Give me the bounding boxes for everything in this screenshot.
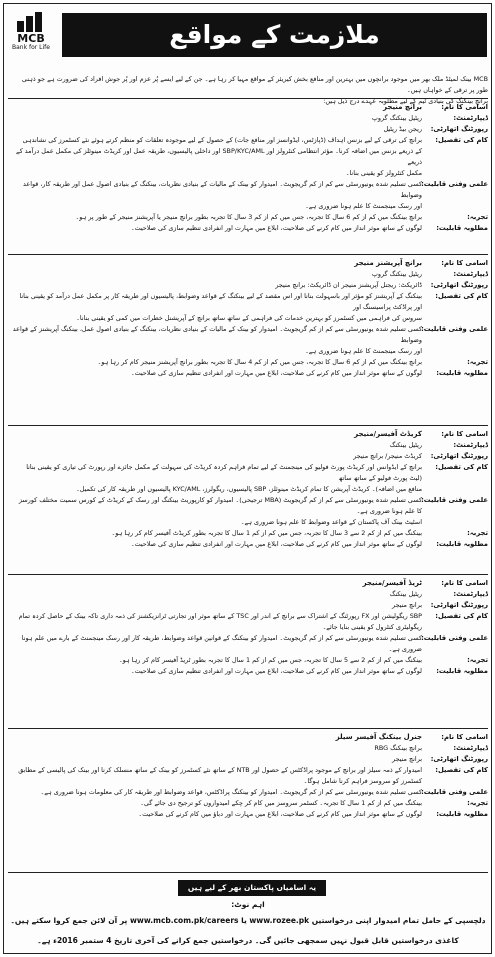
label-department: ڈیپارٹمنٹ: (453, 270, 488, 278)
page-title: ملازمت کے مواقع (62, 13, 487, 57)
job-qualification-line: کسی تسلیم شدہ یونیورسٹی سے کم از کم گریجویٹ۔ امیدوار کو بینکنگ پراڈکٹس، قواعد وضوابط اور طریقہ کار کی معلومات ہونا ضروری ہے۔ (40, 788, 422, 796)
job-qualification (12, 324, 428, 357)
job-position: جنرل بینکنگ آفیسر سیلز (335, 733, 422, 741)
label-position: اسامی کا نام: (441, 733, 488, 741)
job-details (12, 462, 428, 495)
divider (8, 872, 488, 873)
logo-text: MCB (17, 32, 45, 45)
job-competencies: لوگوں کے ساتھ موثر انداز میں کام کرنے کی صلاحیت، ابلاغ میں مہارت اور دباؤ میں کام کرنے کی صلاحیت۔ (138, 810, 422, 818)
apply-instructions: دلچسپی کے حامل تمام امیدوار اپنی درخواستیں www.rozee.pk یا www.mcb.com.pk/careers پر آن لائن جمع کروا سکتے ہیں۔ (10, 916, 486, 925)
job-experience: برانچ بینکنگ میں کم از کم 6 سال کا تجربہ، جس میں کم از کم 4 سال کا تجربہ بطور برانچ آپریشنز منیجر کام کر رہا ہو۔ (97, 358, 422, 366)
job-details (12, 135, 428, 179)
logo-tagline: Bank for Life (12, 44, 50, 51)
job-details-line: کے ذریعے بزنس میں اضافہ کرنا۔ مؤثر انتظامی کنٹرولز اور SBP/KYC/AML اور داخلی پالیسیوں، طریقہ عمل اور کریڈٹ مینوئلز کی مکمل عمل درآمد کے ذریعے (15, 147, 422, 166)
label-experience: تجربہ: (467, 358, 488, 366)
job-department: ریٹیل بینکنگ گروپ (371, 114, 422, 122)
label-qualification: علمی وفنی قابلیت: (421, 180, 488, 188)
job-qualification-line: اسٹیٹ بینک آف پاکستان کے قواعد وضوابط کا علم ہونا ضروری ہے۔ (240, 518, 422, 526)
job-position: ٹریڈ آفیسر/منیجر (362, 579, 422, 587)
advertisement-frame (3, 3, 492, 954)
job-qualification (12, 495, 428, 528)
job-competencies: لوگوں کے ساتھ موثر انداز میں کام کرنے کی صلاحیت، ابلاغ میں مہارت اور انفرادی تنظیم سازی کی صلاحیت۔ (130, 369, 422, 377)
job-details-line: بینکنگ کے آپریشنز کو مؤثر اور باسہولت بنانا اور اس مقصد کے لیے بینکنگ کے قواعد وضوابط، پالیسیوں اور طریقہ کار پر مکمل عمل درآمد کو یقینی بنانا اور پراڈکٹ پراسیسنگ اور (19, 292, 422, 311)
label-reporting: رپورٹنگ اتھارٹی: (430, 125, 488, 133)
label-qualification: علمی وفنی قابلیت: (421, 634, 488, 642)
label-reporting: رپورٹنگ اتھارٹی: (430, 281, 488, 289)
label-department: ڈیپارٹمنٹ: (453, 744, 488, 752)
label-competencies: مطلوبہ قابلیت: (436, 369, 488, 377)
divider (8, 728, 488, 729)
job-qualification (12, 179, 428, 212)
job-department: ریٹیل بینکنگ (389, 590, 422, 598)
job-section-credit-officer (12, 429, 488, 550)
label-department: ڈیپارٹمنٹ: (453, 441, 488, 449)
deadline-notice: کاغذی درخواستیں قابل قبول نہیں سمجھی جائیں گی۔ درخواستیں جمع کرانے کی آخری تاریخ 4 ستمبر 2016ء ہے۔ (37, 936, 459, 945)
job-reporting: ریجن بیڈ ریٹیل (383, 125, 422, 133)
job-details (12, 765, 428, 787)
job-qualification-line: اور رسک مینجمنٹ کا علم ہونا ضروری ہے۔ (305, 347, 422, 355)
job-details-line: ریگولیٹری کنٹرول کو یقینی بنایا جائے۔ (322, 623, 422, 631)
job-details-line: منافع میں اضافہ)۔ کریڈٹ آپریشن کا تمام کریڈٹ مینوئلز، SBP پالیسیوں، ریگولرز، KYC/AML پالیسیوں اور طریقہ کار کی تکمیل۔ (75, 485, 422, 493)
mcb-logo-icon (17, 12, 43, 32)
label-position: اسامی کا نام: (441, 259, 488, 267)
label-competencies: مطلوبہ قابلیت: (436, 224, 488, 232)
label-details: کام کی تفصیل: (435, 612, 488, 620)
job-experience: بینکنگ میں کم از کم 2 سے 3 سال کا تجربہ، جس میں کم از کم 1 سال کا تجربہ بطور کریڈٹ آفیسر کام کر رہا ہو۔ (111, 529, 422, 537)
job-qualification-line: اور رسک مینجمنٹ کا علم ہونا ضروری ہے۔ (305, 202, 422, 210)
job-experience: برانچ بینکنگ میں کم از کم 6 سال کا تجربہ، جس میں کم از کم 3 سال کا تجربہ بطور برانچ منیجر یا آپریشنز منیجر کے طور پر ہو۔ (75, 213, 422, 221)
job-section-branch-operations-manager (12, 258, 488, 379)
job-position: کریڈٹ آفیسر/منیجر (354, 430, 422, 438)
label-reporting: رپورٹنگ اتھارٹی: (430, 601, 488, 609)
job-section-trade-officer (12, 578, 488, 677)
label-competencies: مطلوبہ قابلیت: (436, 810, 488, 818)
job-reporting: کریڈٹ منیجر/ برانچ منیجر (353, 452, 422, 460)
label-qualification: علمی وفنی قابلیت: (421, 325, 488, 333)
job-department: ریٹیل بینکنگ گروپ (371, 270, 422, 278)
job-details-line: برانچ کی ترقی کے لیے بزنس اہداف (ڈپازٹس، ایڈوانسز اور منافع جات) کے حصول کے لیے موجودہ تعلقات کو منظم کرتے ہوئے نئے کسٹمرز کی نشاندہی (22, 136, 422, 144)
label-department: ڈیپارٹمنٹ: (453, 114, 488, 122)
job-competencies: لوگوں کے ساتھ موثر انداز میں کام کرنے کی صلاحیت، ابلاغ میں مہارت اور انفرادی تنظیم سازی کی صلاحیت۔ (130, 224, 422, 232)
job-details-line: برانچ کے ایڈوانس اور کریڈٹ پورٹ فولیو کی مینجمنٹ کے لیے تمام فراہم کردہ کریڈٹ کی سہولت کے مکمل جائزے اور رپورٹ کی تیاری کو یقینی بنانا (لیٹ پورٹ فولیو کے ساتھ ساتھ (26, 463, 422, 482)
label-experience: تجربہ: (467, 799, 488, 807)
label-details: کام کی تفصیل: (435, 292, 488, 300)
label-qualification: علمی وفنی قابلیت: (421, 496, 488, 504)
label-department: ڈیپارٹمنٹ: (453, 590, 488, 598)
header (4, 4, 490, 66)
job-details-line: سروس کی فراہمی میں کسٹمرز کو بہترین خدمات کی فراہمی کے ساتھ ساتھ برانچ کے آپریشنل خطرات میں کمی کو یقینی بنانا۔ (76, 314, 422, 322)
job-details (12, 611, 428, 633)
label-details: کام کی تفصیل: (435, 766, 488, 774)
job-details-line: SBP ریگولیشن اور FX رپورٹنگ کے اشتراک سے برانچ کے اندر اور TSC کے ساتھ موثر اور تجارتی ٹرانزیکشنز کی ذمہ داری تاکہ بینک کے حاصل کردہ تمام (18, 612, 422, 620)
job-section-general-banking-officer (12, 732, 488, 820)
job-reporting: برانچ منیجر (392, 601, 422, 609)
job-qualification-line: کسی تسلیم شدہ یونیورسٹی سے کم از کم گریجویٹ۔ امیدوار کو بینکنگ کے قوانین قواعد وضوابط، طریقہ کار اور رسک مینجمنٹ کے بارے میں علم ہونا ضروری ہے۔ (21, 634, 422, 653)
job-details-line: امیدوار کے ذمہ سیلز اور برانچ کے موجود پراڈکٹس کے حصول اور NTB کے ساتھ نئے کسٹمرز کو بینک کے ساتھ منسلک کرنا اور بینک کی پالیسی کے مطابق (18, 766, 422, 774)
divider (8, 254, 488, 255)
intro-line-1: MCB بینک لمیٹڈ ملک بھر میں موجود برانچوں میں بہترین اور منافع بخش کیریئر کے مواقع مہیا کر رہا ہے۔ جن کے لیے ایسے پُر عزم اور پُر جوش افراد کی ضرورت ہے جو ذہنی طور پر ترقی کے خواہاں ہیں۔ (21, 75, 488, 94)
job-details-line: کسٹمرز کو سروسز فراہم کرنا شامل ہوگا۔ (303, 777, 422, 785)
label-competencies: مطلوبہ قابلیت: (436, 667, 488, 675)
label-details: کام کی تفصیل: (435, 463, 488, 471)
divider (8, 574, 488, 575)
label-competencies: مطلوبہ قابلیت: (436, 540, 488, 548)
label-experience: تجربہ: (467, 656, 488, 664)
job-department: ریٹیل بینکنگ (389, 441, 422, 449)
job-qualification-line: کسی تسلیم شدہ یونیورسٹی سے کم از کم گریجویٹ۔ امیدوار کو بینک کے مالیات کے بنیادی نظریات، بینکنگ کے بنیادی اصول عمل اور طریقہ کار، قواعد وضوابط (23, 180, 422, 199)
label-reporting: رپورٹنگ اتھارٹی: (430, 755, 488, 763)
divider (8, 425, 488, 426)
job-department: برانچ بینکنگ RBG (374, 744, 422, 752)
job-experience: بینکنگ میں کم از کم 1 سال کا تجربہ۔ کسٹمر سروسز میں کام کر چکے امیدواروں کو ترجیح دی جائے گی۔ (140, 799, 422, 807)
job-details (12, 291, 428, 324)
label-details: کام کی تفصیل: (435, 136, 488, 144)
job-position: برانچ منیجر (383, 103, 422, 111)
job-qualification-line: کسی تسلیم شدہ یونیورسٹی سے کم از کم گریجویٹ (MBA ترجیحی)۔ امیدوار کو کارپوریٹ بینکنگ اور رسک کے کریڈٹ کے کورس سمیت مختلف کورسز کا علم ہونا ضروری ہے۔ (18, 496, 422, 515)
label-position: اسامی کا نام: (441, 579, 488, 587)
job-qualification-line: کسی تسلیم شدہ یونیورسٹی سے کم از کم گریجویٹ۔ امیدوار کو بینک کے مالیات کے بنیادی نظریات، بینکنگ کے بنیادی اصول عمل، بینکنگ آپریشنز کے قواعد وضوابط (12, 325, 422, 344)
label-experience: تجربہ: (467, 529, 488, 537)
divider (8, 98, 488, 99)
label-position: اسامی کا نام: (441, 103, 488, 111)
intro-line-2: برانچ بینکنگ کی بنیادی ٹیم کے لیے مطلوبہ عہدے درج ذیل ہیں: (323, 97, 488, 105)
label-experience: تجربہ: (467, 213, 488, 221)
label-position: اسامی کا نام: (441, 430, 488, 438)
note-title: اہم نوٹ: (231, 900, 265, 909)
footer (8, 876, 488, 956)
label-qualification: علمی وفنی قابلیت: (421, 788, 488, 796)
job-qualification (12, 633, 428, 655)
nationwide-banner: یہ اسامیاں پاکستان بھر کے لیے ہیں (178, 880, 326, 896)
job-position: برانچ آپریشنز منیجر (354, 259, 422, 267)
job-experience: بینکنگ میں کم از کم 2 سے 5 سال کا تجربہ، جس میں کم از کم 1 سال کا تجربہ بطور ٹریڈ آفیسر کام کر رہا ہو۔ (118, 656, 422, 664)
label-reporting: رپورٹنگ اتھارٹی: (430, 452, 488, 460)
job-qualification (12, 787, 428, 798)
job-reporting: ڈائریکٹ: ریجنل آپریشنز منیجر ان ڈائریکٹ: برانچ منیجر (275, 281, 422, 289)
job-competencies: لوگوں کے ساتھ موثر انداز میں کام کرنے کی صلاحیت، ابلاغ میں مہارت اور انفرادی تنظیم سازی کی صلاحیت۔ (130, 540, 422, 548)
job-reporting: برانچ منیجر (392, 755, 422, 763)
job-competencies: لوگوں کے ساتھ موثر انداز میں کام کرنے کی صلاحیت، ابلاغ میں مہارت اور انفرادی تنظیم سازی کی صلاحیت۔ (130, 667, 422, 675)
mcb-logo (11, 12, 51, 58)
job-details-line: مکمل کنٹرولز کو یقینی بنانا۔ (345, 169, 422, 177)
job-section-branch-manager (12, 102, 488, 234)
